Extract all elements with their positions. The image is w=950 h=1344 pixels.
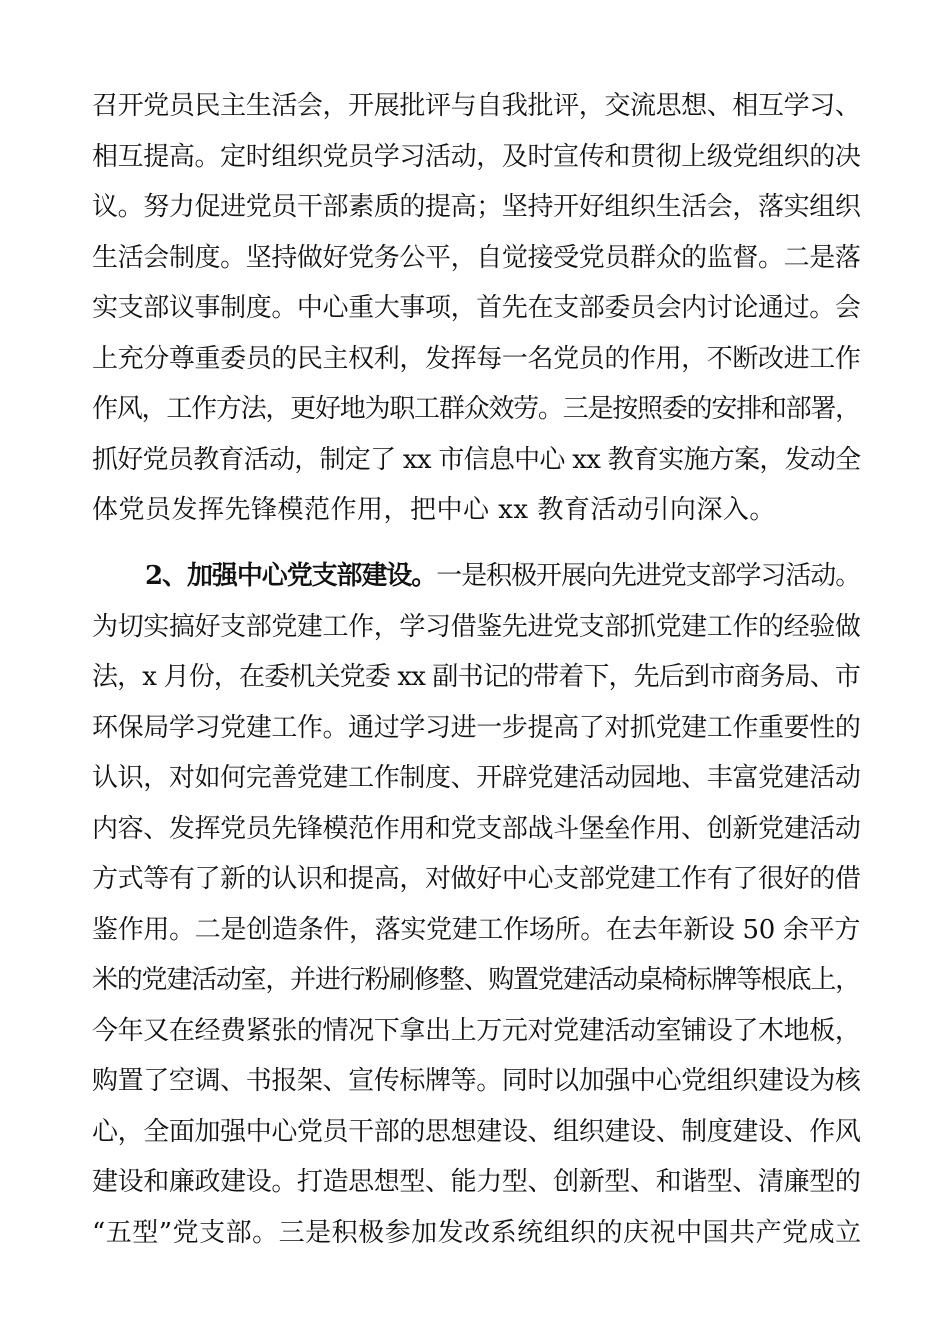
text-line: 议。努力促进党员干部素质的提高；坚持开好组织生活会，落实组织 (92, 192, 861, 222)
text-line: 方式等有了新的认识和提高，对做好中心支部党建工作有了很好的借 (92, 864, 861, 894)
text-line: 鉴作用。二是创造条件，落实党建工作场所。在去年新设 50 余平方 (92, 914, 861, 945)
text-run: 一是积极开展向先进党支部学习活动。 (436, 561, 861, 591)
text-line: 抓好党员教育活动，制定了 xx 市信息中心 xx 教育实施方案，发动全 (92, 444, 861, 475)
text-line: 召开党员民主生活会，开展批评与自我批评，交流思想、相互学习、 (92, 91, 861, 121)
text-line: “五型”党支部。三是积极参加发改系统组织的庆祝中国共产党成立 (92, 1217, 862, 1248)
text-line: 购置了空调、书报架、宣传标牌等。同时以加强中心党组织建设为核 (92, 1066, 861, 1096)
section-heading: 2、加强中心党支部建设。 (145, 561, 437, 591)
text-line: 生活会制度。坚持做好党务公平，自觉接受党员群众的监督。二是落 (92, 242, 861, 273)
text-line: 今年又在经费紧张的情况下拿出上万元对党建活动室铺设了木地板， (92, 1015, 861, 1046)
paragraph-1 (92, 81, 862, 536)
text-line: 认识，对如何完善党建工作制度、开辟党建活动园地、丰富党建活动 (92, 763, 861, 793)
text-line: 为切实搞好支部党建工作，学习借鉴先进党支部抓党建工作的经验做 (92, 611, 861, 642)
text-line: 实支部议事制度。中心重大事项，首先在支部委员会内讨论通过。会 (92, 293, 861, 323)
text-line: 心，全面加强中心党员干部的思想建设、组织建设、制度建设、作风 (92, 1116, 861, 1147)
text-line: 建设和廉政建设。打造思想型、能力型、创新型、和谐型、清廉型的 (92, 1167, 861, 1197)
text-line: 作风，工作方法，更好地为职工群众效劳。三是按照委的安排和部署， (92, 394, 860, 424)
paragraph-2 (92, 551, 862, 1258)
text-line: 上充分尊重委员的民主权利，发挥每一名党员的作用，不断改进工作 (92, 343, 861, 374)
text-line: 相互提高。定时组织党员学习活动，及时宣传和贯彻上级党组织的决 (92, 141, 861, 172)
text-line: 米的党建活动室，并进行粉刷修整、购置党建活动桌椅标牌等根底上， (92, 965, 860, 995)
text-line: 体党员发挥先锋模范作用，把中心 xx 教育活动引向深入。 (92, 495, 776, 525)
text-line: 内容、发挥党员先锋模范作用和党支部战斗堡垒作用、创新党建活动 (92, 813, 861, 844)
text-line: 法，x 月份，在委机关党委 xx 副书记的带着下，先后到市商务局、市 (92, 662, 861, 692)
paragraph-first-line (92, 551, 862, 602)
text-line: 环保局学习党建工作。通过学习进一步提高了对抓党建工作重要性的 (92, 712, 861, 743)
